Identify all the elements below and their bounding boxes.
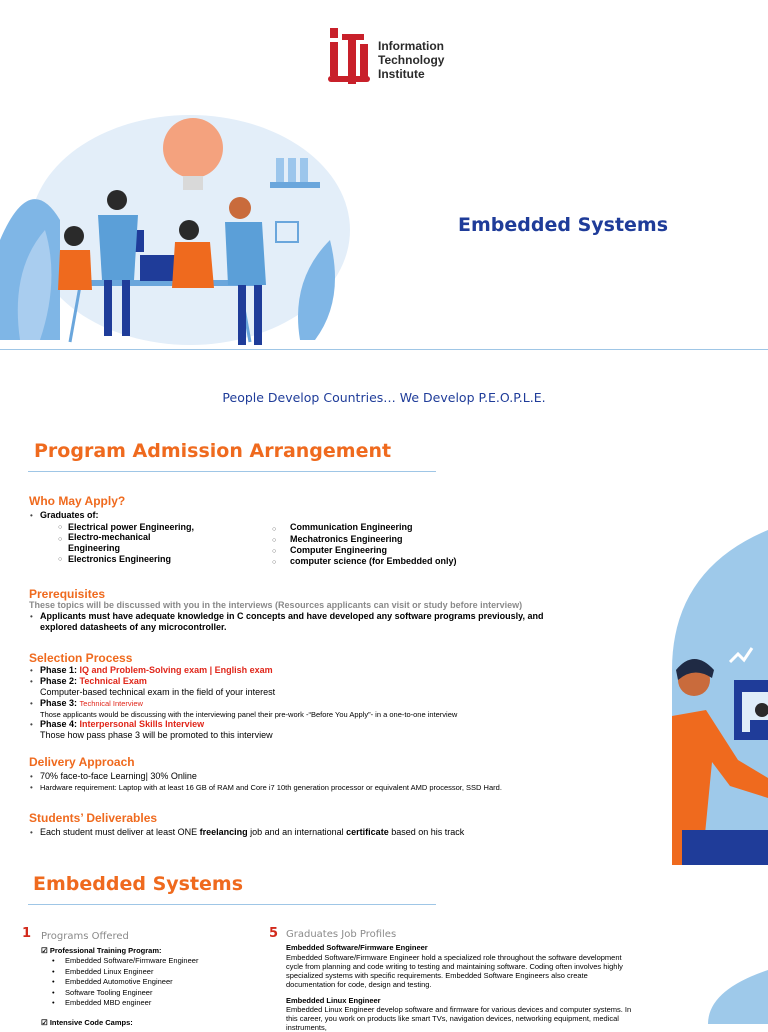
phase-3: Phase 3: Technical Interview (40, 698, 143, 708)
phase-1: Phase 1: IQ and Problem-Solving exam | English exam (40, 665, 273, 675)
bullet: • (30, 772, 33, 781)
team-illustration (0, 110, 355, 350)
prerequisites-note: These topics will be discussed with you in the interviews (Resources applicants can visit or study before interview) (29, 600, 523, 610)
discipline-left-1: Electrical power Engineering, (68, 522, 195, 532)
bullet: • (30, 828, 33, 837)
iti-logo (326, 22, 446, 94)
discipline-left-4: Electronics Engineering (68, 554, 172, 564)
phase-4: Phase 4: Interpersonal Skills Interview (40, 719, 205, 729)
delivery-heading: Delivery Approach (29, 755, 135, 769)
bullet: • (30, 783, 33, 792)
bullet: • (30, 666, 33, 675)
logo-line-2: Technology (378, 53, 445, 67)
prerequisites-item: Applicants must have adequate knowledge in C concepts and have developed any software programs previously, and explored datasheets of any microcontroller. (40, 611, 544, 632)
phase-2-description: Computer-based technical exam in the field of your interest (40, 687, 276, 697)
phase-3-description: Those applicants would be discussing with the interviewing panel their pre-work -“Before You Apply”- in a one-to-one interview (40, 710, 458, 719)
list-item: • Embedded Automotive Engineer (52, 977, 173, 986)
motto: People Develop Countries… We Develop P.E.O.P.L.E. (222, 390, 546, 405)
programs-heading: Programs Offered (41, 931, 129, 942)
profiles-heading: Graduates Job Profiles (286, 929, 397, 940)
graduates-label: Graduates of: (40, 510, 99, 520)
discipline-left-2: Electro-mechanical (68, 532, 151, 542)
discipline-right-1: Communication Engineering (290, 522, 413, 532)
bullet: • (30, 720, 33, 729)
section-divider-2 (28, 904, 436, 905)
who-may-apply-heading: Who May Apply? (29, 494, 126, 508)
prerequisites-heading: Prerequisites (29, 587, 106, 601)
circle-bullet: ○ (272, 559, 277, 566)
checkbox-icon: ☑ (41, 1018, 48, 1027)
selection-heading: Selection Process (29, 651, 133, 665)
circle-bullet: ○ (272, 537, 277, 544)
programs-number: 1 (22, 926, 32, 941)
list-item: • Software Tooling Engineer (52, 987, 153, 997)
phase-4-description: Those how pass phase 3 will be promoted to this interview (40, 730, 273, 740)
profile-1-title: Embedded Software/Firmware Engineer (286, 943, 428, 952)
delivery-item-1: 70% face-to-face Learning| 30% Online (40, 771, 197, 781)
hero-title: Embedded Systems (458, 214, 669, 236)
list-item: • Embedded Software/Firmware Engineer (52, 956, 199, 965)
hero-divider (0, 349, 768, 350)
logo-line-1: Information (378, 39, 444, 53)
discipline-left-3: Engineering (68, 543, 121, 553)
programs-list (52, 956, 198, 1009)
profile-2-title: Embedded Linux Engineer (286, 996, 381, 1005)
list-item: • Embedded MBD engineer (52, 998, 152, 1007)
checkbox-icon: ☑ (41, 946, 48, 955)
bullet: • (30, 699, 33, 708)
profile-2-description: Embedded Linux Engineer develop software and firmware for various devices and computer systems. In this career, you work on products like smart TVs, navigation devices, networking equipment, medical instruments, (286, 1005, 632, 1032)
circle-bullet: ○ (58, 556, 63, 563)
logo-line-3: Institute (378, 67, 425, 81)
delivery-item-2: Hardware requirement: Laptop with at least 16 GB of RAM and Core i7 10th generation processor or equivalent AMD processor, SSD Hard. (40, 783, 502, 792)
section-divider-1 (28, 471, 436, 472)
section-title-embedded: Embedded Systems (33, 873, 244, 895)
developer-illustration (672, 530, 768, 870)
circle-bullet: ○ (272, 548, 277, 555)
bullet: • (30, 612, 33, 621)
phase-2: Phase 2: Technical Exam (40, 676, 147, 686)
deliverables-item: Each student must deliver at least ONE freelancing job and an international certificate based on his track (40, 827, 465, 837)
profile-1-description: Embedded Software/Firmware Engineer hold a specialized role throughout the software development cycle from planning and code writing to testing and maintaining software. Coding often involves highly specialized systems with specific requirements. Embedded Software Engineers also create documentation for code, design and testing. (286, 953, 623, 989)
deliverables-heading: Students’ Deliverables (29, 811, 158, 825)
section-title-admission: Program Admission Arrangement (34, 440, 392, 462)
list-item: • Embedded Linux Engineer (52, 966, 154, 976)
bullet: • (30, 677, 33, 686)
circle-bullet: ○ (58, 536, 63, 543)
code-camps: ☑ Intensive Code Camps: (41, 1018, 133, 1027)
discipline-right-4: computer science (for Embedded only) (290, 556, 457, 566)
discipline-right-2: Mechatronics Engineering (290, 534, 403, 544)
iti-logo-mark (326, 22, 374, 92)
bullet: • (30, 511, 33, 520)
discipline-right-3: Computer Engineering (290, 545, 388, 555)
professional-program: ☑ Professional Training Program: (41, 946, 162, 955)
decorative-arc (708, 970, 768, 1024)
circle-bullet: ○ (272, 526, 277, 533)
profiles-number: 5 (269, 926, 279, 941)
circle-bullet: ○ (58, 524, 63, 531)
